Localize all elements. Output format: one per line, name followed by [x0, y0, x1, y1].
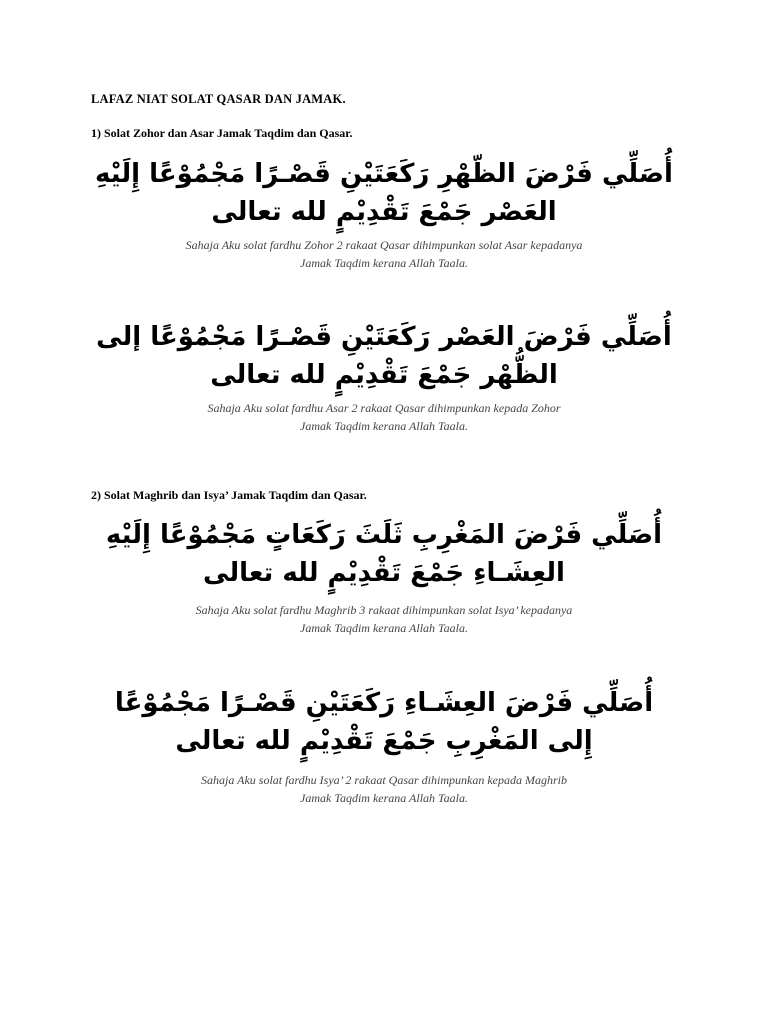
arabic-line: العَصْر جَمْعَ تَقْدِيْمٍ لله تعالى: [211, 197, 557, 227]
translation-line: Jamak Taqdim kerana Allah Taala.: [300, 419, 468, 433]
translation-line: Sahaja Aku solat fardhu Asar 2 rakaat Qasar dihimpunkan kepada Zohor: [207, 401, 561, 415]
document-title: LAFAZ NIAT SOLAT QASAR DAN JAMAK.: [91, 92, 346, 106]
translation-line: Sahaja Aku solat fardhu Maghrib 3 rakaat dihimpunkan solat Isya’ kepadanya: [195, 603, 573, 617]
section-heading-zohor-asar: 1) Solat Zohor dan Asar Jamak Taqdim dan Qasar.: [91, 126, 353, 140]
arabic-niat-zohor: [70, 155, 698, 231]
arabic-line: أُصَلِّي فَرْضَ الظّهْرِ رَكَعَتَيْنِ قَصْـرًا مَجْمُوْعًا إِلَيْهِ: [95, 159, 673, 189]
arabic-line: أُصَلِّي فَرْضَ العَصْر رَكَعَتَيْنِ قَصْـرًا مَجْمُوْعًا إلى: [96, 322, 672, 352]
translation-niat-zohor: [84, 236, 684, 272]
arabic-line: أُصَلِّي فَرْضَ العِشَـاءِ رَكَعَتَيْنِ قَصْـرًا مَجْمُوْعًا: [114, 688, 654, 718]
arabic-line: الظُّهْر جَمْعَ تَقْدِيْمٍ لله تعالى: [210, 360, 558, 390]
arabic-line: أُصَلِّي فَرْضَ المَغْرِبِ ثَلَثَ رَكَعَاتٍ مَجْمُوْعًا إِلَيْهِ: [105, 520, 663, 550]
translation-line: Jamak Taqdim kerana Allah Taala.: [300, 621, 468, 635]
arabic-niat-maghrib: [70, 516, 698, 592]
arabic-line: العِشَـاءِ جَمْعَ تَقْدِيْمٍ لله تعالى: [203, 558, 565, 588]
translation-niat-maghrib: [84, 601, 684, 637]
arabic-niat-asar: [70, 318, 698, 394]
translation-niat-isya: [84, 771, 684, 807]
translation-line: Jamak Taqdim kerana Allah Taala.: [300, 791, 468, 805]
translation-line: Sahaja Aku solat fardhu Zohor 2 rakaat Qasar dihimpunkan solat Asar kepadanya: [185, 238, 583, 252]
arabic-line: إِلى المَغْرِبِ جَمْعَ تَقْدِيْمٍ لله تعالى: [175, 726, 593, 756]
translation-niat-asar: [84, 399, 684, 435]
arabic-niat-isya: [70, 684, 698, 760]
section-heading-maghrib-isya: 2) Solat Maghrib dan Isya’ Jamak Taqdim dan Qasar.: [91, 488, 367, 502]
translation-line: Jamak Taqdim kerana Allah Taala.: [300, 256, 468, 270]
translation-line: Sahaja Aku solat fardhu Isya’ 2 rakaat Qasar dihimpunkan kepada Maghrib: [201, 773, 567, 787]
